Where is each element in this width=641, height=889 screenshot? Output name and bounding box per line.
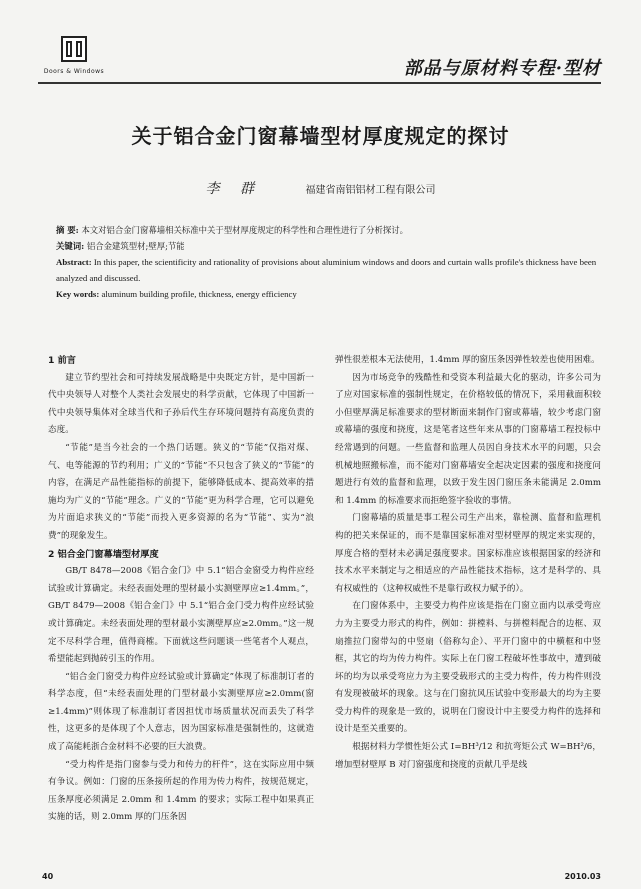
paragraph: 弹性很差根本无法使用，1.4mm 厚的窗压条因弹性较差也使用困难。 bbox=[335, 355, 600, 365]
paragraph: “铝合金门窗受力构件应经试验或计算确定”体现了标准制订者的科学态度，但“未经表面处理的门型材最小实测壁厚应≥2.0mm(窗≥1.4mm)”则体现了标准制订者因担忧市场质量状况而丢失了科学性，这更多的是体现了个人意志，因为国家标准是强制性的，这就造成了高能耗浙合金材料不必要的巨大浪费。 bbox=[48, 671, 314, 753]
issue-number: 2010.03 bbox=[564, 872, 601, 881]
journal-logo bbox=[38, 36, 110, 78]
keywords-cn bbox=[56, 238, 599, 254]
abstract-en bbox=[56, 254, 599, 286]
door-window-logo-icon bbox=[61, 36, 87, 62]
abstract-block bbox=[56, 222, 599, 302]
body-column-right bbox=[335, 352, 601, 774]
abstract-cn bbox=[56, 222, 599, 238]
column-header: 部品与原材料专程·型材 bbox=[403, 58, 601, 79]
abstract-cn-text: 本文对铝合金门窗幕墙相关标准中关于型材厚度规定的科学性和合理性进行了分析探讨。 bbox=[81, 225, 409, 235]
logo-text: Doors & Windows bbox=[43, 68, 105, 75]
paragraph: 因为市场竞争的残酷性和受资本利益最大化的驱动，许多公司为了应对国家标准的强制性规定，在价格较低的情况下，采用截面积较小但壁厚满足标准要求的型材断面来制作门窗或幕墙，较少考虑门窗或幕墙的强度和挠度，这是笔者这些年来从事的门窗幕墙工程投标中经常遇到的问题。一些监督和监理人员因自身技术水平的问题，只会机械地照搬标准，而不能对门窗幕墙安全起决定因素的强度和挠度问题进行有效的监督和监理，以致于发生因门窗压条未能满足 2.0mm 和 1.4mm 的标准要求而拒绝签字验收的事情。 bbox=[335, 372, 601, 506]
page-footer bbox=[42, 872, 601, 881]
section-heading: 2 铝合金门窗幕墙型材厚度 bbox=[48, 548, 159, 560]
page-number: 40 bbox=[42, 872, 54, 881]
author-line bbox=[0, 178, 641, 198]
keywords-en-label: Key words: bbox=[56, 289, 100, 299]
keywords-cn-label: 关键词: bbox=[56, 241, 85, 251]
paragraph: GB/T 8478—2008《铝合金门》中 5.1“铝合金窗受力构件应经试验或计算确定。未经表面处理的型材最小实测壁厚应≥1.4mm。”，GB/T 8479—2008《铝合金门》中 5.1“铝合金门受力构件应经试验或计算确定。未经表面处理的型材最小实测壁厚应≥2.0mm。”这一规定不尽科学合理，值得商榷。下面就这些问题谈一些笔者个人观点，希望能起到抛砖引玉的作用。 bbox=[48, 566, 314, 665]
author-affiliation: 福建省南铝铝材工程有限公司 bbox=[305, 185, 436, 196]
article-title: 关于铝合金门窗幕墙型材厚度规定的探讨 bbox=[131, 124, 510, 148]
paragraph: 根据材料力学惯性矩公式 I=BH³/12 和抗弯矩公式 W=BH²/6，增加型材壁厚 B 对门窗强度和挠度的贡献几乎是线 bbox=[335, 742, 601, 770]
abstract-cn-label: 摘 要: bbox=[56, 225, 79, 235]
header-divider bbox=[38, 82, 601, 84]
paragraph: “节能”是当今社会的一个热门话题。狭义的“节能”仅指对煤、气、电等能源的节约利用；广义的“节能”不只包含了狭义的“节能”的内容，在满足产品性能指标的前提下，能够降低成本、提高效率的措施均为广义的“节能”理念。广义的“节能”更为科学合理，它可以避免为片面追求狭义的“节能”而投入更多资源的名为“节能”、实为“浪费”的现象发生。 bbox=[48, 442, 314, 541]
keywords-en-text: aluminum building profile, thickness, energy efficiency bbox=[101, 289, 297, 299]
keywords-en bbox=[56, 286, 599, 302]
keywords-cn-text: 铝合金建筑型材;壁厚;节能 bbox=[86, 241, 185, 251]
abstract-en-text: In this paper, the scientificity and rationality of provisions about aluminium windows and doors and curtain walls profile's thickness have been analyzed and discussed. bbox=[56, 257, 597, 283]
paragraph: 建立节约型社会和可持续发展战略是中央既定方针，是中国新一代中央领导人对整个人类社会发展史的科学贡献，它体现了中国新一代中央领导集体对全球当代和子孙后代生存环境问题持有高度负责的态度。 bbox=[48, 372, 314, 436]
paragraph: “受力构件是指门窗参与受力和传力的杆件”，这在实际应用中频有争议。例如：门窗的压条接所起的作用为传力构件，按规范规定，压条厚度必须满足 2.0mm 和 1.4mm 的要求；实际工程中如果真正实施的话，则 2.0mm 厚的门压条因 bbox=[48, 759, 314, 823]
paragraph: 门窗幕墙的质量是事工程公司生产出来，靠检测、监督和监理机构的把关来保证的，而不是靠国家标准对型材壁厚的规定来实现的，厚度合格的型材未必满足强度要求。国家标准应该根据国家的经济和技术水平来制定与之相适应的产品性能技术指标，这才是科学的、具有权威性的（这种权威性不是靠行政权力赋予的）。 bbox=[335, 513, 601, 594]
section-heading: 1 前言 bbox=[48, 355, 76, 366]
author-name: 李 群 bbox=[205, 181, 262, 197]
body-column-left bbox=[48, 352, 314, 827]
paragraph: 在门窗体系中，主要受力构件应该是指在门窗立面内以承受弯应力为主要受力形式的构件，例如：拼樘料、与拼樘料配合的边框、双扇推拉门窗带勾的中竖扇（俗称勾企）、平开门窗中的中横框和中竖框，其它的均为传力构件。实际上在门窗工程破坏性事故中，遭到破坏的均为以承受弯应力为主要受载形式的主受力构件，传力构件则没有发现被破坏的现象。这与在门窗抗风压试验中变形最大的均为主要受力构件的现象是一致的，说明在门窗设计中主要受力构件的选择和设计是至关重要的。 bbox=[335, 601, 601, 735]
abstract-en-label: Abstract: bbox=[56, 257, 92, 267]
